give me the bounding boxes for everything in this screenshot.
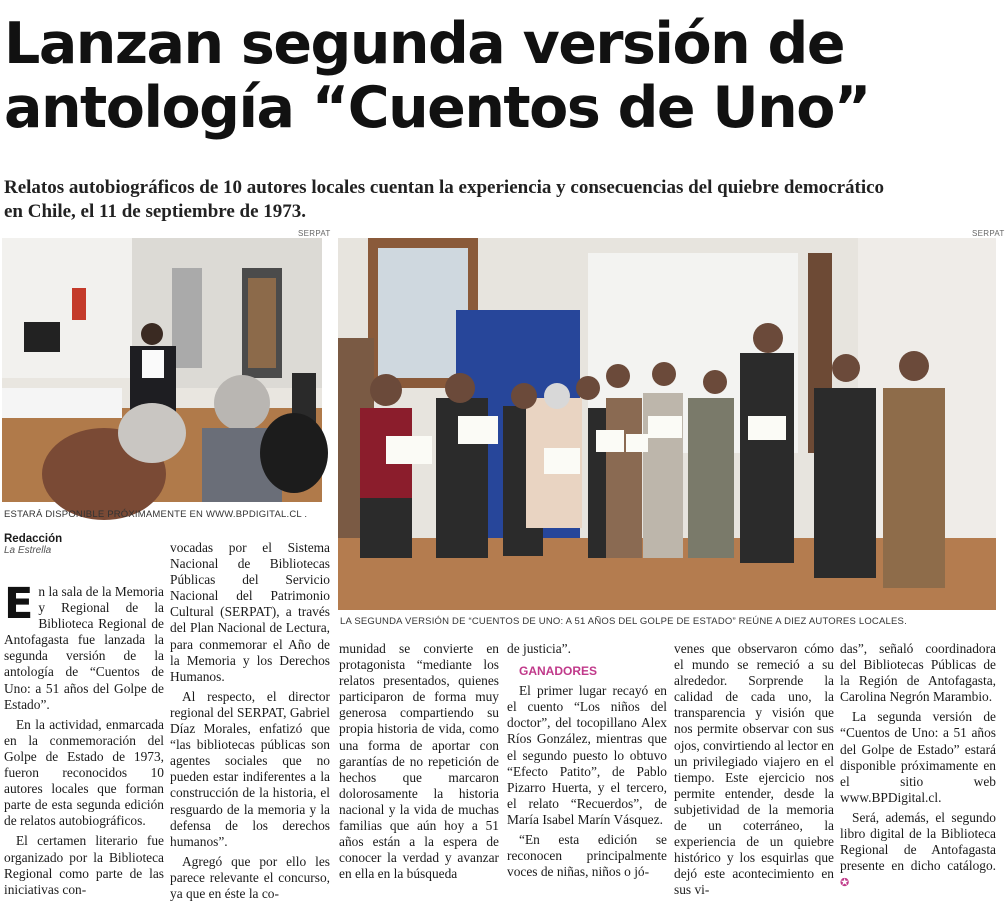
photo-caption-left: ESTARÁ DISPONIBLE PRÓXIMAMENTE EN WWW.BPDIGITAL.CL . — [4, 509, 308, 520]
byline-publication: La Estrella — [4, 545, 52, 556]
byline-author: Redacción — [4, 533, 63, 545]
article-column-3 — [339, 641, 499, 896]
article-paragraph: munidad se convierte en protagonista “mediante los relatos presentados, quienes participaron de forma muy generosa compartiendo su propia historia de vida, como una forma de aportar con garantías de no repetición de hechos que marcaron dolorosamente la historia nacional y la vida de muchas familias que aún hoy a 51 años están a la espera de conocer la verdad y avanzar en ella en la búsqueda — [339, 641, 499, 882]
byline — [4, 533, 62, 556]
photo-library-reading — [2, 238, 322, 502]
photo-library-reading-image — [2, 238, 322, 502]
article-paragraph: En la sala de la Memoria y Regional de la Biblioteca Regional de Antofagasta fue lanzada la segunda versión de la antología de “Cuentos de Uno: a 51 años del Golpe de Estado”. — [4, 579, 164, 712]
section-heading-ganadores: GANADORES — [519, 664, 598, 679]
article-paragraph: Agregó que por ello les parece relevante el concurso, ya que en éste la co- — [170, 853, 330, 901]
article-paragraph: “En esta edición se reconocen principalmente voces de niñas, niños o jó- — [507, 832, 667, 880]
article-column-5 — [674, 641, 834, 896]
article-headline: Lanzan segunda versión de antología “Cuentos de Uno” — [4, 11, 870, 141]
article-paragraph: vocadas por el Sistema Nacional de Bibliotecas Públicas del Servicio Nacional del Patrimonio Cultural (SERPAT), a través del Plan Nacional de Lectura, para conmemorar el Año de la Memoria y los Derechos Humanos. — [170, 540, 330, 684]
article-paragraph: Al respecto, el director regional del SERPAT, Gabriel Díaz Morales, enfatizó que “las bibliotecas públicas son agentes sociales que no pueden estar indiferentes a la construcción de la historia, el resguardo de la memoria y la defensa de los derechos humanos”. — [170, 688, 330, 849]
dropcap: E — [4, 579, 34, 629]
article-paragraph: La segunda versión de “Cuentos de Uno: a 51 años del Golpe de Estado” estará disponible próximamente en el sitio web www.BPDigital.cl. — [840, 709, 996, 805]
article-subhead: Relatos autobiográficos de 10 autores locales cuentan la experiencia y consecuencias del quiebre democrático en Chile, el 11 de septiembre de 1973. — [4, 177, 885, 222]
article-paragraph: El primer lugar recayó en el cuento “Los niños del doctor”, del tocopillano Alex Ríos González, mientras que el segundo puesto lo obtuvo “Efecto Patito”, de Pablo Pizarro Huerta, y el tercero, el relato “Recuerdos”, de María Isabel Marín Vásquez. — [507, 683, 667, 827]
article-column-6 — [840, 641, 996, 896]
article-column-1 — [4, 579, 164, 897]
article-paragraph: El certamen literario fue organizado por la Biblioteca Regional como parte de las iniciativas con- — [4, 833, 164, 897]
article-paragraph: Será, además, el segundo libro digital de la Biblioteca Regional de Antofagasta presente en dicho catálogo. ✪ — [840, 809, 996, 890]
article-paragraph: de justicia”. — [507, 641, 571, 656]
end-mark-icon: ✪ — [840, 877, 850, 890]
photo-credit-left: SERPAT — [298, 229, 331, 238]
photo-caption-right: LA SEGUNDA VERSIÓN DE “CUENTOS DE UNO: A 51 AÑOS DEL GOLPE DE ESTADO” REÚNE A DIEZ AUTORES LOCALES. — [340, 616, 907, 627]
article-paragraph: venes que observaron cómo el mundo se remeció a su alrededor. Sorprende la calidad de cada uno, la transparencia y visión que nos permite observar con sus ojos, convirtiendo al lector en un privilegiado viajero en el tiempo. Este ejercicio nos permite entender, desde la subjetividad de la memoria de un coterráneo, la experiencia de un quiebre histórico y los esquirlas que dejó este acontecimiento en sus vi- — [674, 641, 834, 898]
photo-award-winners-image — [338, 238, 996, 610]
article-paragraph: das”, señaló coordinadora del Bibliotecas Públicas de la Región de Antofagasta, Carolina Negrón Marambio. — [840, 641, 996, 705]
photo-credit-right: SERPAT — [972, 229, 1005, 238]
article-column-4 — [507, 641, 667, 896]
article-column-2 — [170, 540, 330, 901]
photo-award-winners — [338, 238, 996, 610]
article-paragraph: En la actividad, enmarcada en la conmemoración del Golpe de Estado de 1973, fueron reconocidos 10 autores locales que forman parte de esta segunda edición de relatos autobiográficos. — [4, 716, 164, 829]
